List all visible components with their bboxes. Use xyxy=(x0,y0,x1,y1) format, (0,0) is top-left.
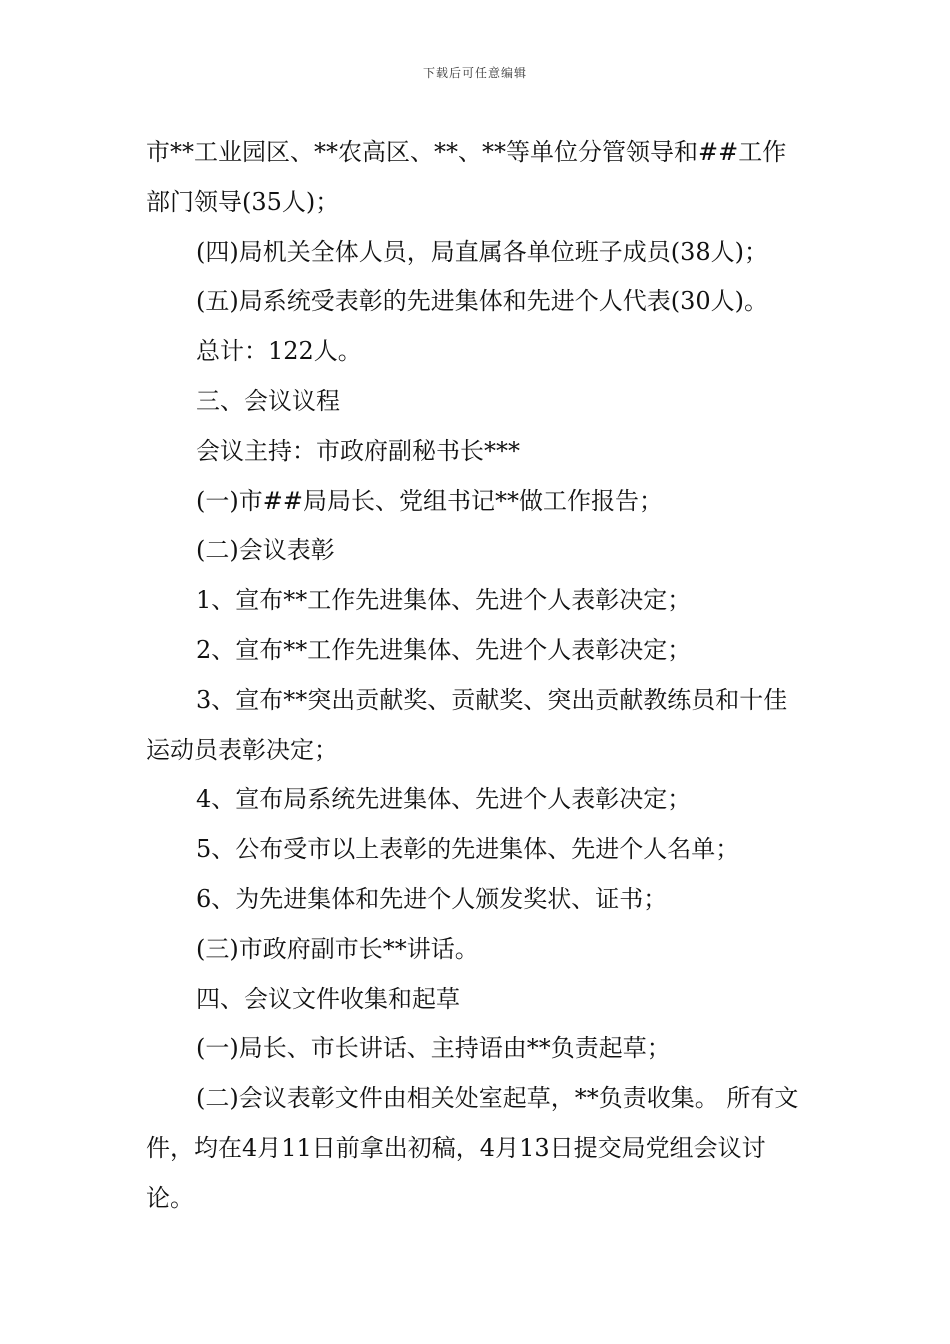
paragraph-total: 总计：122人。 xyxy=(196,337,362,366)
commendation-item-1: 1、宣布**工作先进集体、先进个人表彰决定； xyxy=(196,586,692,615)
agenda-item-2: (二)会议表彰 xyxy=(196,536,335,565)
documents-item-2: (二)会议表彰文件由相关处室起草，**负责收集。 所有文件，均在4月11日前拿出初稿，4月13日提交局党组会议讨论。 xyxy=(146,1084,799,1212)
commendation-item-6: 6、为先进集体和先进个人颁发奖状、证书； xyxy=(196,884,668,913)
paragraph-attendees-leaders: 市**工业园区、**农高区、**、**等单位分管领导和##工作部门领导(35人)； xyxy=(146,138,787,216)
paragraph-attendees-5: (五)局系统受表彰的先进集体和先进个人代表(30人)。 xyxy=(196,287,768,316)
section-heading-documents: 四、会议文件收集和起草 xyxy=(196,984,460,1013)
commendation-item-5: 5、公布受市以上表彰的先进集体、先进个人名单； xyxy=(196,835,740,864)
paragraph-attendees-4: (四)局机关全体人员，局直属各单位班子成员(38人)； xyxy=(196,237,768,266)
agenda-item-3: (三)市政府副市长**讲话。 xyxy=(196,934,479,963)
paragraph-host: 会议主持：市政府副秘书长*** xyxy=(196,436,520,465)
commendation-item-2: 2、宣布**工作先进集体、先进个人表彰决定； xyxy=(196,635,692,664)
documents-item-1: (一)局长、市长讲话、主持语由**负责起草； xyxy=(196,1034,671,1063)
document-body xyxy=(146,128,808,1224)
commendation-item-3: 3、宣布**突出贡献奖、贡献奖、突出贡献教练员和十佳运动员表彰决定； xyxy=(146,685,788,764)
agenda-item-1: (一)市##局局长、党组书记**做工作报告； xyxy=(196,486,663,515)
page-header: 下载后可任意编辑 xyxy=(422,66,527,80)
section-heading-agenda: 三、会议议程 xyxy=(196,386,340,415)
commendation-item-4: 4、宣布局系统先进集体、先进个人表彰决定； xyxy=(196,785,692,814)
